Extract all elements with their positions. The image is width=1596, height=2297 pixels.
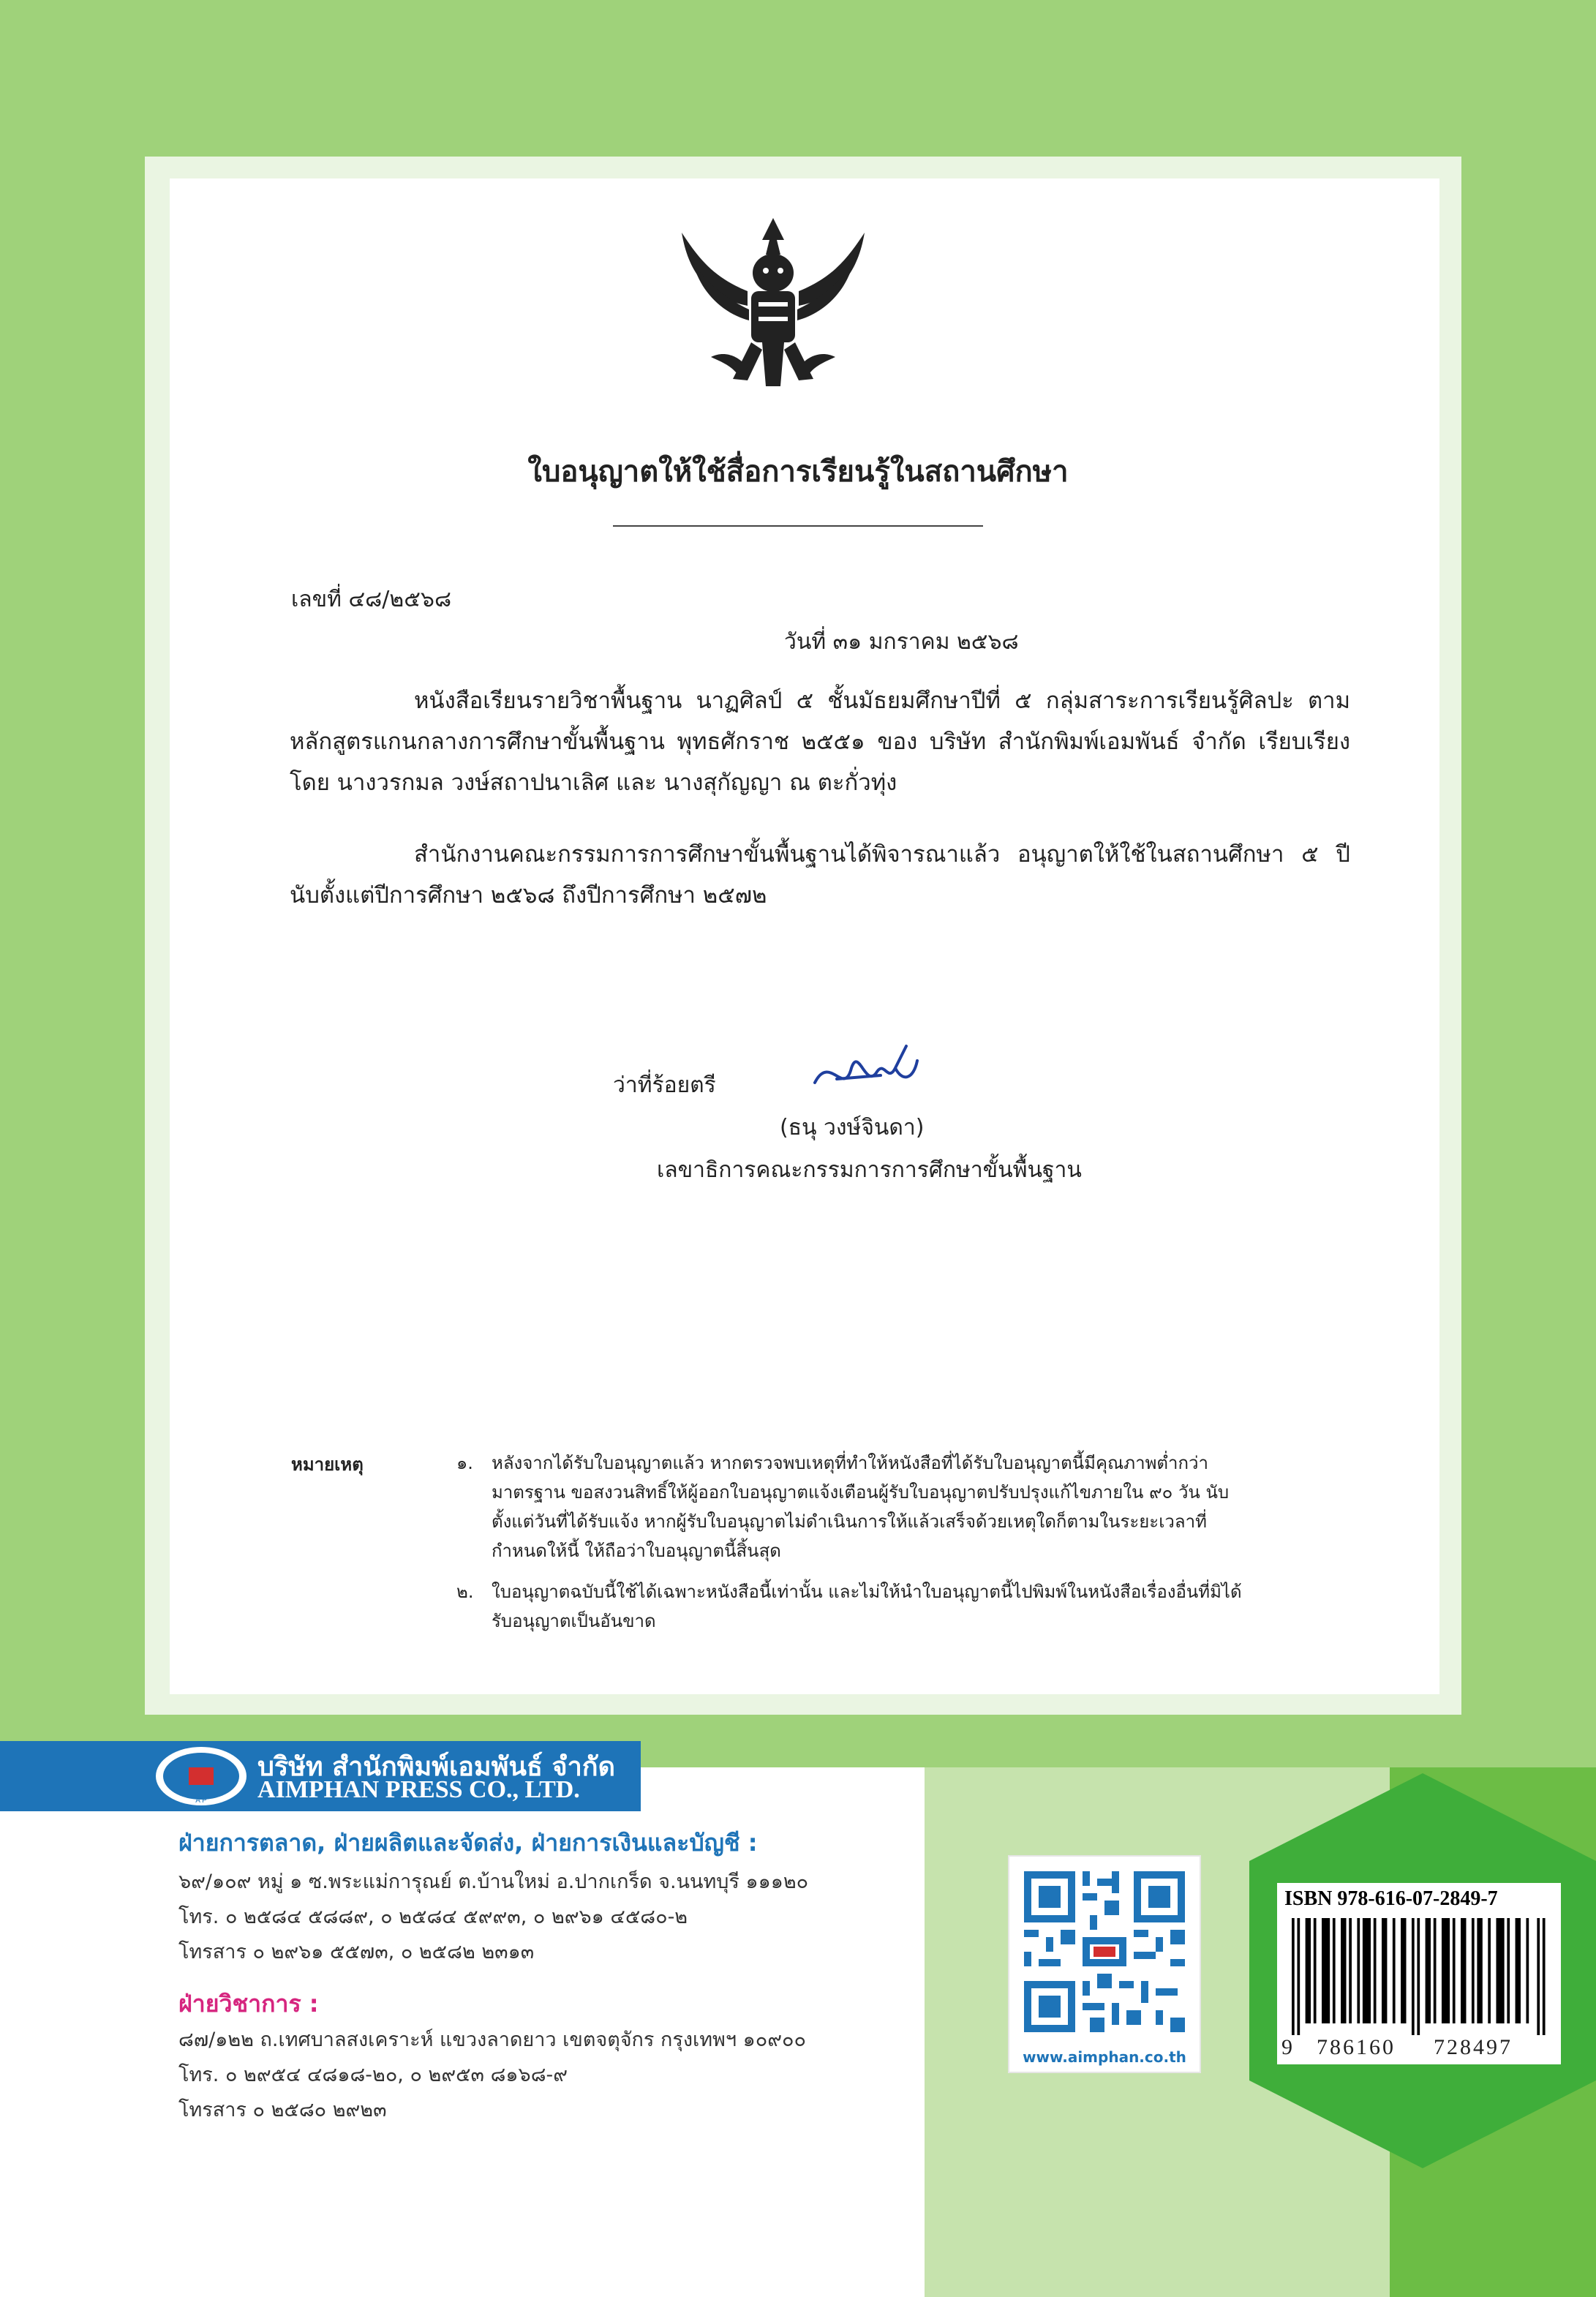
fax-line: โทรสาร ๐ ๒๙๖๑ ๕๕๗๓, ๐ ๒๕๘๒ ๒๓๑๓ <box>178 1941 535 1963</box>
note-text: ใบอนุญาตฉบับนี้ใช้ได้เฉพาะหนังสือนี้เท่านั้น และไม่ให้นำใบอนุญาตนี้ไปพิมพ์ในหนังสือเรื่องอื่นที่มิได้รับอนุญาตเป็นอันขาด <box>492 1582 1242 1631</box>
publisher-logo-icon <box>154 1745 249 1807</box>
publisher-name-thai: บริษัท สำนักพิมพ์เอมพันธ์ จำกัด <box>257 1752 615 1782</box>
publisher-name-english: AIMPHAN PRESS CO., LTD. <box>257 1776 580 1803</box>
barcode-icon <box>1292 1918 1551 2035</box>
signature-rank: ว่าที่ร้อยตรี <box>613 1072 716 1098</box>
fax-line: โทรสาร ๐ ๒๕๘๐ ๒๙๒๓ <box>178 2099 387 2121</box>
department-heading: ฝ่ายวิชาการ : <box>178 1990 319 2018</box>
body-paragraph: สำนักงานคณะกรรมการการศึกษาขั้นพื้นฐานได้พิจารณาแล้ว อนุญาตให้ใช้ในสถานศึกษา ๕ ปี นับตั้งแต่ปีการศึกษา ๒๕๖๘ ถึงปีการศึกษา ๒๕๗๒ <box>290 841 1350 909</box>
qr-code-icon <box>1009 1857 1200 2047</box>
note-text: หลังจากได้รับใบอนุญาตแล้ว หากตรวจพบเหตุที่ทำให้หนังสือที่ได้รับใบอนุญาตนี้มีคุณภาพต่ำกว่ามาตรฐาน ขอสงวนสิทธิ์ให้ผู้ออกใบอนุญาตแจ้งเตือนผู้รับใบอนุญาตปรับปรุงแก้ไขภายใน ๙๐ วัน นับตั้งแต่วันที่ได้รับแจ้ง หากผู้รับใบอนุญาตไม่ดำเนินการให้แล้วเสร็จด้วยเหตุใดก็ตามในระยะเวลาที่กำหนดให้นี้ ให้ถือว่าใบอนุญาตนี้สิ้นสุด <box>492 1453 1230 1561</box>
document-date: วันที่ ๓๑ มกราคม ๒๕๖๘ <box>784 629 1019 655</box>
notes-label: หมายเหตุ <box>291 1454 364 1475</box>
qr-code-card[interactable] <box>1009 1857 1200 2072</box>
signatory-position: เลขาธิการคณะกรรมการการศึกษาขั้นพื้นฐาน <box>657 1157 1082 1183</box>
document-title: ใบอนุญาตให้ใช้สื่อการเรียนรู้ในสถานศึกษา <box>527 455 1069 489</box>
document-number: เลขที่ ๔๘/๒๕๖๘ <box>291 587 452 612</box>
handwritten-signature <box>808 1039 925 1105</box>
garuda-emblem-icon <box>667 211 879 394</box>
barcode-digits: 728497 <box>1434 2035 1513 2059</box>
website-link[interactable]: www.aimphan.co.th <box>1023 2048 1186 2066</box>
barcode-digit: 9 <box>1281 2035 1292 2059</box>
department-heading: ฝ่ายการตลาด, ฝ่ายผลิตและจัดส่ง, ฝ่ายการเงินและบัญชี : <box>178 1829 758 1857</box>
isbn-label: ISBN 978-616-07-2849-7 <box>1284 1887 1498 1910</box>
address-line: ๘๗/๑๒๒ ถ.เทศบาลสงเคราะห์ แขวงลาดยาว เขตจตุจักร กรุงเทพฯ ๑๐๙๐๐ <box>178 2029 806 2051</box>
phone-line: โทร. ๐ ๒๕๘๔ ๕๘๘๙, ๐ ๒๕๘๔ ๕๙๙๓, ๐ ๒๙๖๑ ๔๕๘๐-๒ <box>178 1906 688 1928</box>
publisher-banner-tail <box>614 1741 641 1811</box>
body-paragraph: หนังสือเรียนรายวิชาพื้นฐาน นาฏศิลป์ ๕ ชั้นมัธยมศึกษาปีที่ ๕ กลุ่มสาระการเรียนรู้ศิลปะ ตามหลักสูตรแกนกลางการศึกษาขั้นพื้นฐาน พุทธศักราช ๒๕๕๑ ของ บริษัท สำนักพิมพ์เอมพันธ์ จำกัด เรียบเรียงโดย นางวรกมล วงษ์สถาปนาเลิศ และ นางสุกัญญา ณ ตะกั่วทุ่ง <box>290 688 1350 796</box>
svg-text:A P: A P <box>195 1797 207 1805</box>
address-line: ๖๙/๑๐๙ หมู่ ๑ ซ.พระแม่การุณย์ ต.บ้านใหม่ อ.ปากเกร็ด จ.นนทบุรี ๑๑๑๒๐ <box>178 1871 809 1893</box>
signatory-name: (ธนุ วงษ์จินดา) <box>780 1115 925 1140</box>
note-number: ๒. <box>456 1582 474 1602</box>
barcode-digits: 786160 <box>1317 2035 1396 2059</box>
note-number: ๑. <box>456 1453 473 1473</box>
phone-line: โทร. ๐ ๒๙๕๔ ๔๘๑๘-๒๐, ๐ ๒๙๕๓ ๘๑๖๘-๙ <box>178 2064 568 2086</box>
title-underline <box>613 525 983 527</box>
